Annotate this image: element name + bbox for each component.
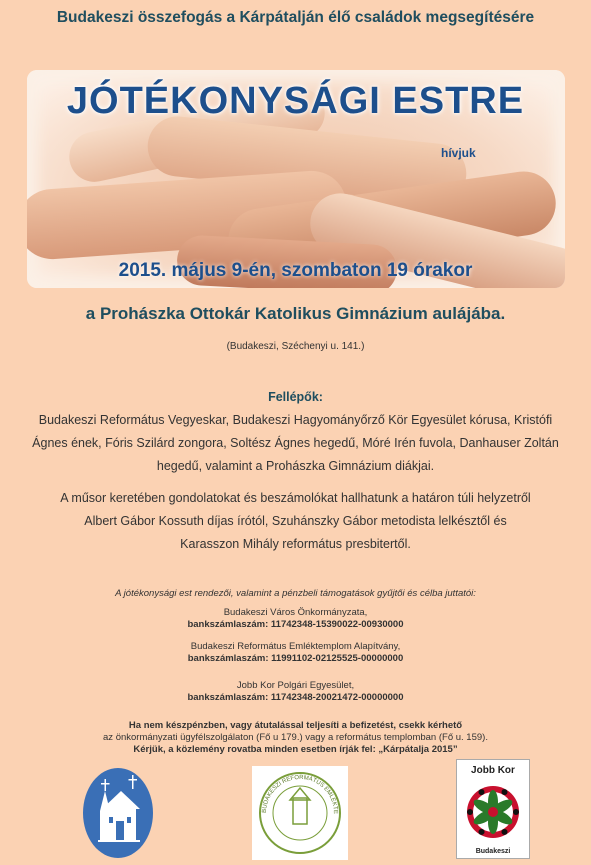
performers-line: Budakeszi Református Vegyeskar, Budakeszi Hagyományőrző Kör Egyesület kórusa, Kristófi xyxy=(38,413,553,427)
jobbkor-title: Jobb Kor xyxy=(471,765,515,776)
church-logo-icon xyxy=(82,767,154,859)
event-title: JÓTÉKONYSÁGI ESTRE xyxy=(66,80,525,122)
payment-note xyxy=(0,720,591,756)
program-line: Albert Gábor Kossuth díjas írótól, Szuhánszky Gábor metodista lelkésztől és xyxy=(84,514,507,528)
bank-account: bankszámlaszám: 11742348-15390022-00930000 xyxy=(187,619,404,630)
foundation-seal-icon xyxy=(252,766,348,860)
organizer-name: Budakeszi Város Önkormányzata, xyxy=(223,607,368,618)
organizer-name: Jobb Kor Polgári Egyesület, xyxy=(236,680,355,691)
foundation-seal-text: BUDAKESZI REFORMÁTUS EMLÉKTE xyxy=(261,774,339,815)
venue-address: (Budakeszi, Széchenyi u. 141.) xyxy=(226,341,365,352)
note-line: az önkormányzati ügyfélszolgálaton (Fő u 179.) vagy a református templomban (Fő u. 159). xyxy=(103,732,488,743)
performers-line: hegedű, valamint a Prohászka Gimnázium diákjai. xyxy=(156,459,435,473)
bank-entry xyxy=(0,641,591,665)
jobbkor-subtitle: Budakeszi xyxy=(475,848,511,855)
performers-line: Ágnes ének, Fóris Szilárd zongora, Soltész Ágnes hegedű, Móré Irén fuvola, Danhauser Zoltán xyxy=(32,436,559,450)
bank-entry xyxy=(0,607,591,631)
performers-list xyxy=(30,409,561,478)
performers-heading: Fellépők: xyxy=(268,390,323,404)
page-subtitle: Budakeszi összefogás a Kárpátalján élő családok megsegítésére xyxy=(56,9,535,26)
bank-entry xyxy=(0,680,591,704)
organizer-name: Budakeszi Református Emléktemplom Alapítvány, xyxy=(190,641,401,652)
bank-account: bankszámlaszám: 11991102-02125525-00000000 xyxy=(187,653,404,664)
rosette-icon xyxy=(457,778,529,848)
program-line: A műsor keretében gondolatokat és beszámolókat hallhatunk a határon túli helyzetről xyxy=(60,491,531,505)
note-line: Kérjük, a közlemény rovatba minden esetben írják fel: „Kárpátalja 2015” xyxy=(133,744,458,755)
organizers-intro: A jótékonysági est rendezői, valamint a pénzbeli támogatások gyűjtői és célba juttatói: xyxy=(115,588,476,599)
venue-name: a Prohászka Ottokár Katolikus Gimnázium aulájába. xyxy=(85,304,506,323)
foundation-logo xyxy=(252,766,348,860)
invite-text: hívjuk xyxy=(441,146,476,160)
program-description xyxy=(30,487,561,556)
program-line: Karasszon Mihály református presbitertől. xyxy=(180,537,411,551)
note-line: Ha nem készpénzben, vagy átutalással teljesíti a befizetést, csekk kérhető xyxy=(128,720,463,731)
bank-account: bankszámlaszám: 11742348-20021472-00000000 xyxy=(187,692,404,703)
event-date: 2015. május 9-én, szombaton 19 órakor xyxy=(118,260,473,281)
jobbkor-logo xyxy=(456,759,530,859)
